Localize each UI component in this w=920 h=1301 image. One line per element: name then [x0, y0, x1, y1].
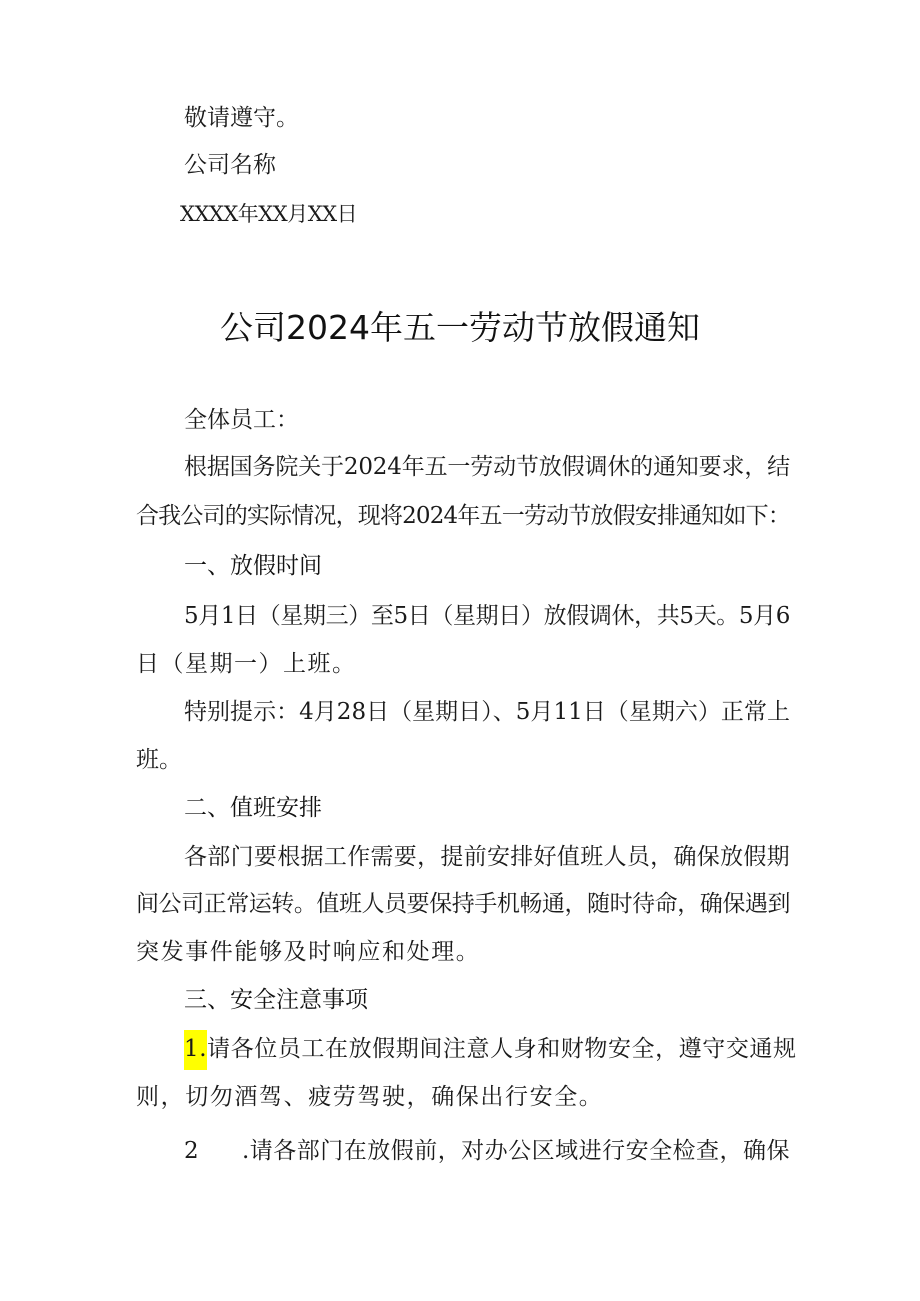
intro-line-2: 合我公司的实际情况，现将2024年五一劳动节放假安排通知如下： [136, 503, 790, 529]
notice-title: 公司2024年五一劳动节放假通知 [220, 308, 700, 347]
intro-line-1: 根据国务院关于2024年五一劳动节放假调休的通知要求，结 [184, 454, 790, 480]
notice-salutation: 全体员工： [184, 407, 299, 433]
highlighted-item-number: 1. [184, 1030, 207, 1070]
safety-item-1-text: 请各位员工在放假期间注意人身和财物安全，遵守交通规 [207, 1036, 797, 1062]
special-notice-line-1: 特别提示：4月28日（星期日）、5月11日（星期六）正常上 [184, 699, 790, 725]
section-heading-safety: 三、安全注意事项 [184, 987, 368, 1013]
special-notice-line-2: 班。 [136, 747, 182, 773]
closing-company-name: 公司名称 [184, 152, 276, 178]
closing-respect-text: 敬请遵守。 [184, 105, 299, 131]
section-heading-duty: 二、值班安排 [184, 795, 322, 821]
duty-line-3: 突发事件能够及时响应和处理。 [136, 939, 481, 965]
duty-line-2: 间公司正常运转。值班人员要保持手机畅通，随时待命，确保遇到 [136, 891, 790, 917]
safety-item-1-line-1 [184, 1034, 797, 1064]
section-heading-holiday-time: 一、放假时间 [184, 553, 322, 579]
closing-date: XXXX年XX月XX日 [180, 202, 358, 226]
holiday-time-line-2: 日（星期一）上班。 [136, 651, 357, 677]
safety-item-2-number: 2 [184, 1138, 199, 1164]
duty-line-1: 各部门要根据工作需要，提前安排好值班人员，确保放假期 [184, 844, 790, 870]
holiday-time-line-1: 5月1日（星期三）至5日（星期日）放假调休，共5天。5月6 [184, 603, 790, 629]
safety-item-2-line-1: .请各部门在放假前，对办公区域进行安全检查，确保 [242, 1138, 790, 1164]
safety-item-1-line-2: 则，切勿酒驾、疲劳驾驶，确保出行安全。 [136, 1084, 604, 1110]
